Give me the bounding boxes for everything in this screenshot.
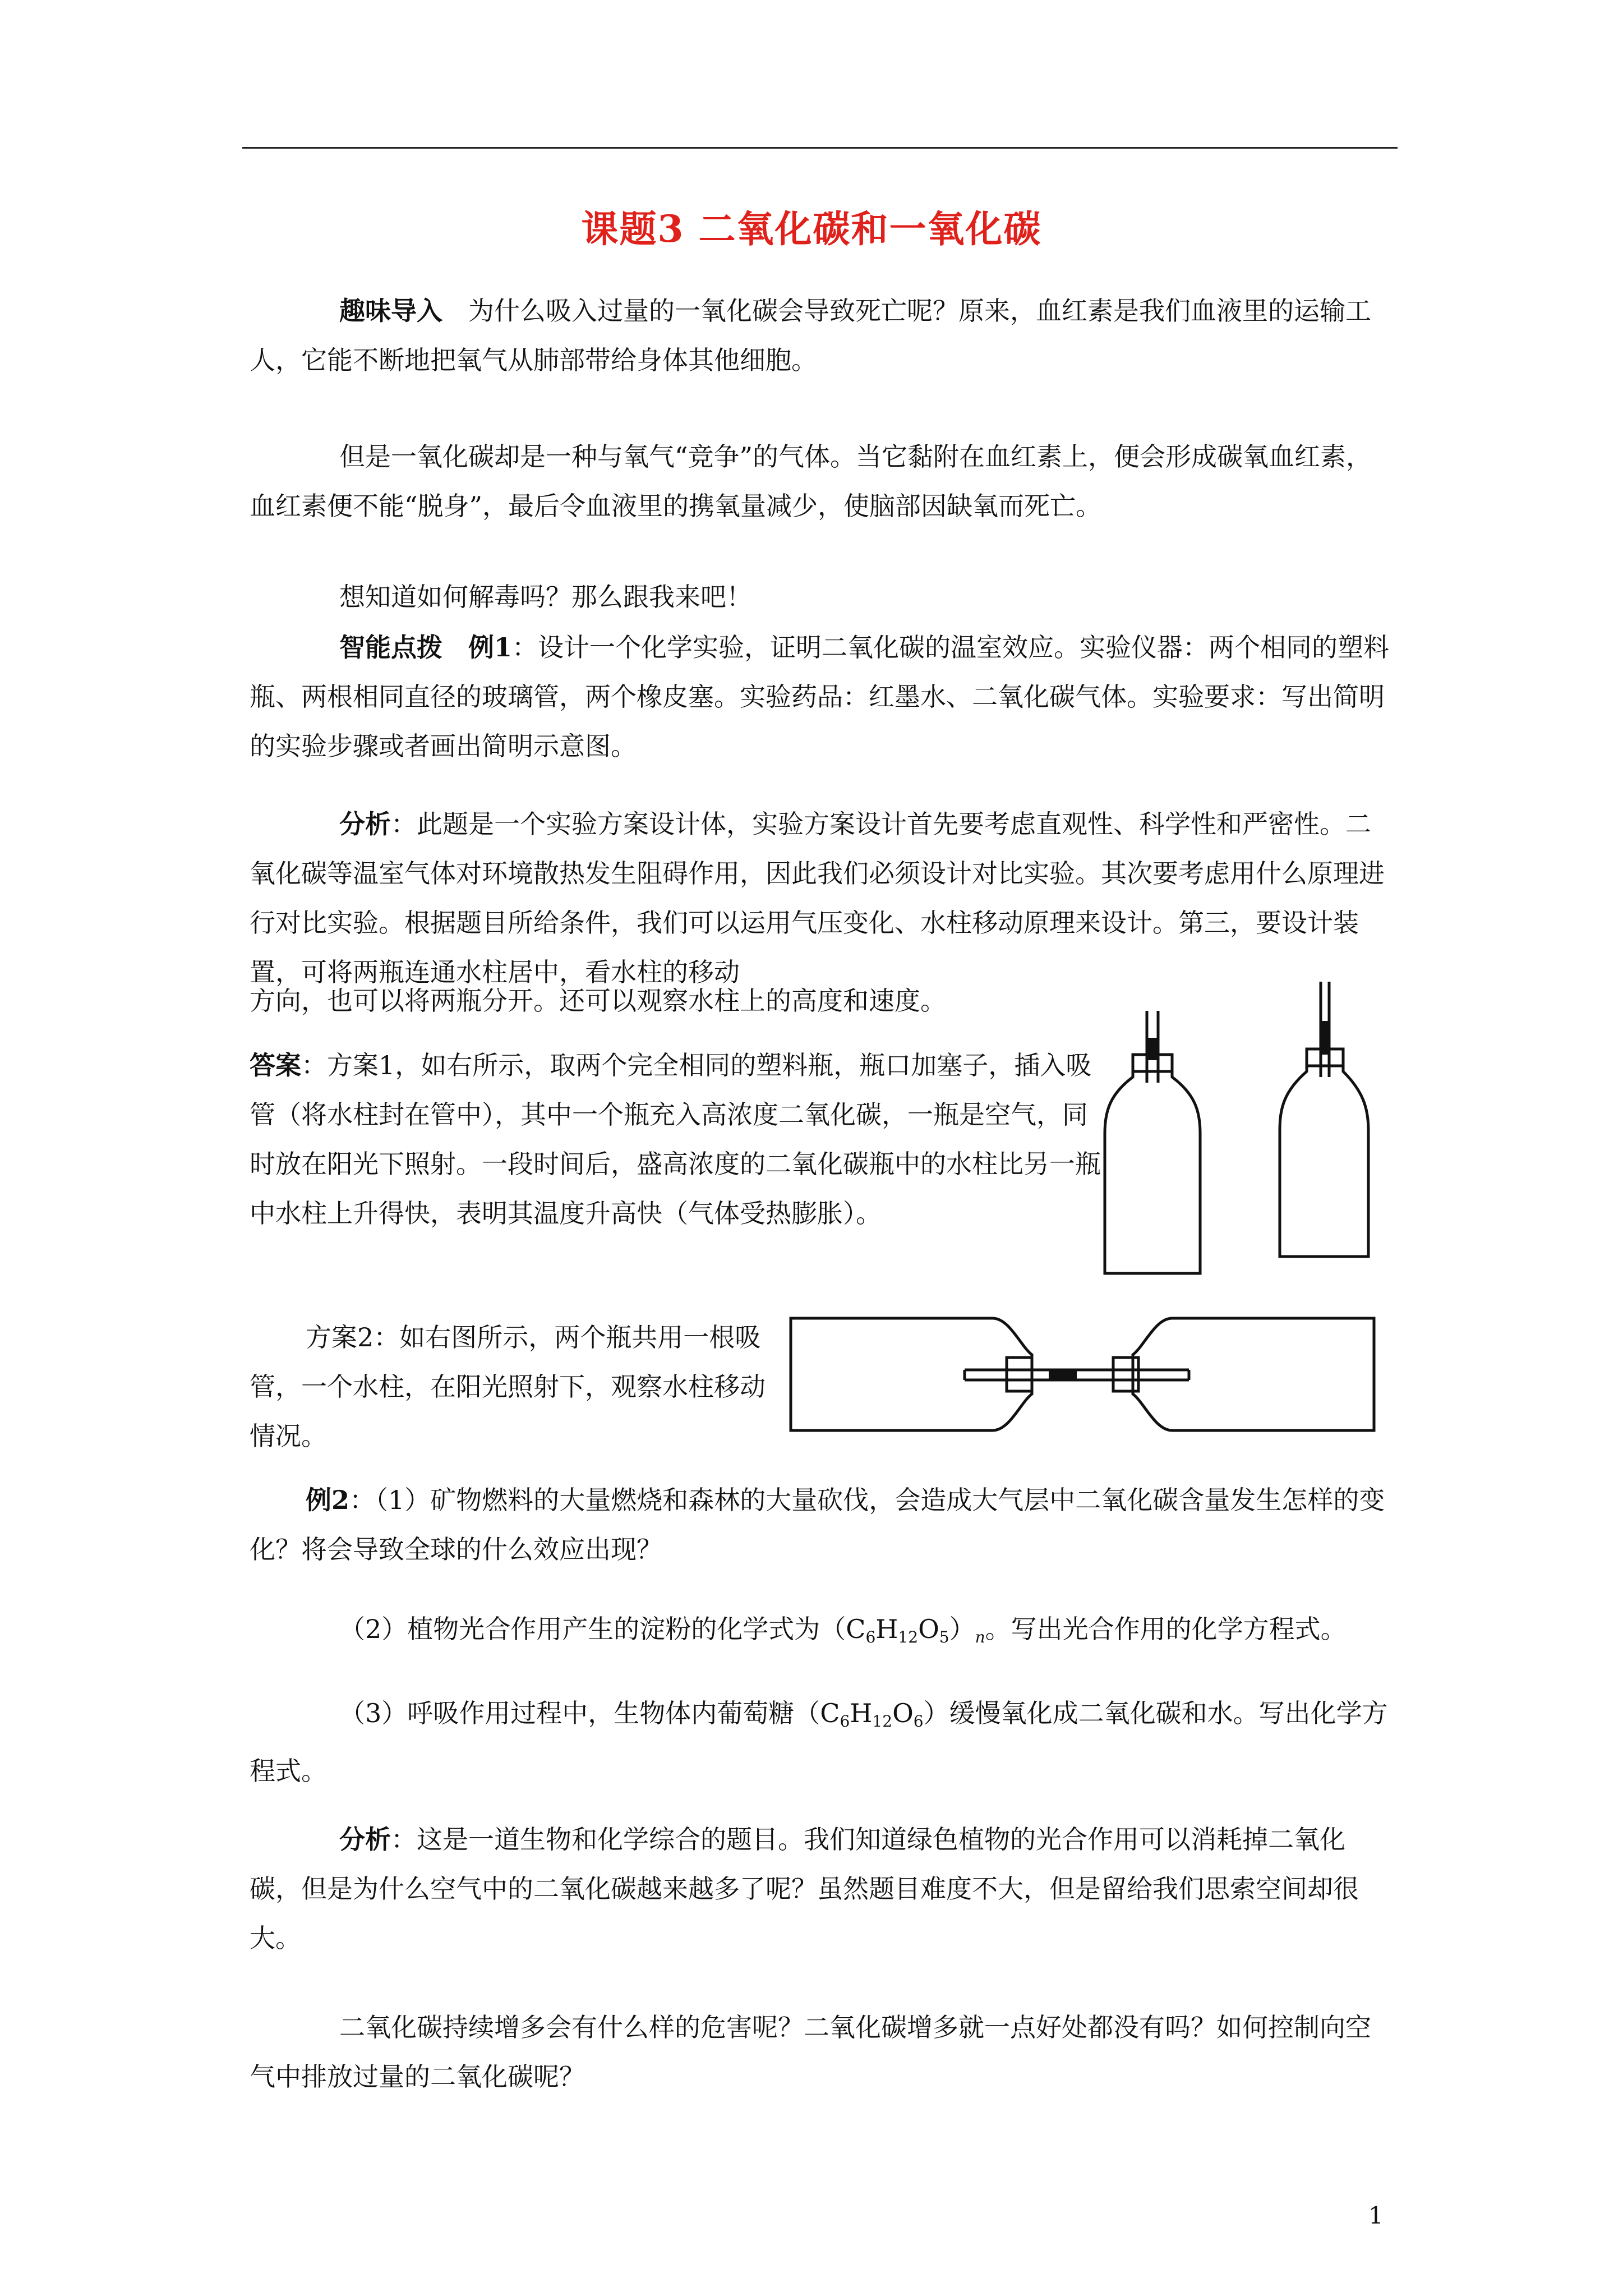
example1-answer-label: 答案 bbox=[250, 1050, 301, 1080]
example2-analysis bbox=[250, 1815, 1396, 1963]
example1-analysis-text: ：此题是一个实验方案设计体，实验方案设计首先要考虑直观性、科学性和严密性。二氧化碳等温室气体对环境散热发生阻碍作用，因此我们必须设计对比实验。其次要考虑用什么原理进行对比实验。根据题目所给条件，我们可以运用气压变化、水柱移动原理来设计。第三，要设计装置，可将两瓶连通水柱居中，看水柱的移动 bbox=[250, 809, 1385, 987]
example2-q1 bbox=[250, 1475, 1396, 1574]
example1-question-text: ：设计一个化学实验，证明二氧化碳的温室效应。实验仪器：两个相同的塑料瓶、两根相同直径的玻璃管，两个橡皮塞。实验药品：红墨水、二氧化碳气体。实验要求：写出简明的实验步骤或者画出简明示意图。 bbox=[250, 632, 1390, 761]
example1-analysis-end: 方向，也可以将两瓶分开。还可以观察水柱上的高度和速度。 bbox=[250, 986, 946, 1016]
water-column-left bbox=[1147, 1038, 1158, 1060]
two-bottles-diagram bbox=[1099, 970, 1380, 1285]
example1-number: 例1 bbox=[468, 632, 513, 662]
example1-analysis-label: 分析 bbox=[339, 809, 391, 839]
intro-paragraph-3: 想知道如何解毒吗？那么跟我来吧！ bbox=[339, 582, 752, 612]
intro-text-1: 为什么吸入过量的一氧化碳会导致死亡呢？原来，血红素是我们血液里的运输工人，它能不断地把氧气从肺部带给身体其他细胞。 bbox=[250, 296, 1371, 375]
example1-plan2: 方案2：如右图所示，两个瓶共用一根吸管，一个水柱，在阳光照射下，观察水柱移动情况。 bbox=[250, 1322, 766, 1451]
intro-label: 趣味导入 bbox=[339, 296, 442, 326]
shared-tube-diagram bbox=[785, 1301, 1380, 1447]
example2-closing: 二氧化碳持续增多会有什么样的危害呢？二氧化碳增多就一点好处都没有吗？如何控制向空气中排放过量的二氧化碳呢？ bbox=[250, 2012, 1371, 2092]
page-number: 1 bbox=[1368, 2202, 1384, 2229]
example1-label: 智能点拨 bbox=[339, 632, 442, 662]
example1-answer bbox=[250, 1041, 1102, 1238]
example1-analysis bbox=[250, 799, 1396, 997]
example1-question bbox=[250, 623, 1396, 771]
page-title: 课题3 二氧化碳和一氧化碳 bbox=[581, 207, 1042, 251]
intro-paragraph-1 bbox=[250, 286, 1396, 385]
example1-answer-text: ：方案1，如右所示，取两个完全相同的塑料瓶，瓶口加塞子，插入吸管（将水柱封在管中），其中一个瓶充入高浓度二氧化碳，一瓶是空气，同时放在阳光下照射。一段时间后，盛高浓度的二氧化碳瓶中的水柱比另一瓶中水柱上升得快，表明其温度升高快（气体受热膨胀）。 bbox=[250, 1050, 1101, 1228]
header-rule bbox=[242, 147, 1398, 149]
example2-q1-text: ：（1）矿物燃料的大量燃烧和森林的大量砍伐，会造成大气层中二氧化碳含量发生怎样的变化？将会导致全球的什么效应出现？ bbox=[250, 1485, 1385, 1565]
example2-analysis-label: 分析 bbox=[339, 1824, 391, 1855]
shared-water-column bbox=[1049, 1370, 1077, 1379]
example2-number: 例2 bbox=[306, 1485, 350, 1515]
example2-q2: （2）植物光合作用产生的淀粉的化学式为$(C_6H_{12}O_5)_n$。写出光合作用的化学方程式。 bbox=[339, 1614, 1347, 1646]
water-column-right bbox=[1321, 1021, 1329, 1055]
intro-paragraph-2: 但是一氧化碳却是一种与氧气“竞争”的气体。当它黏附在血红素上，便会形成碳氧血红素，血红素便不能“脱身”，最后令血液里的携氧量减少，使脑部因缺氧而死亡。 bbox=[250, 441, 1372, 521]
example2-q3: （3）呼吸作用过程中，生物体内葡萄糖$(C_6H_{12}O_6)$缓慢氧化成二氧化碳和水。写出化学方程式。 bbox=[250, 1698, 1388, 1786]
example2-analysis-text: ：这是一道生物和化学综合的题目。我们知道绿色植物的光合作用可以消耗掉二氧化碳，但是为什么空气中的二氧化碳越来越多了呢？虽然题目难度不大，但是留给我们思索空间却很大。 bbox=[250, 1824, 1359, 1953]
